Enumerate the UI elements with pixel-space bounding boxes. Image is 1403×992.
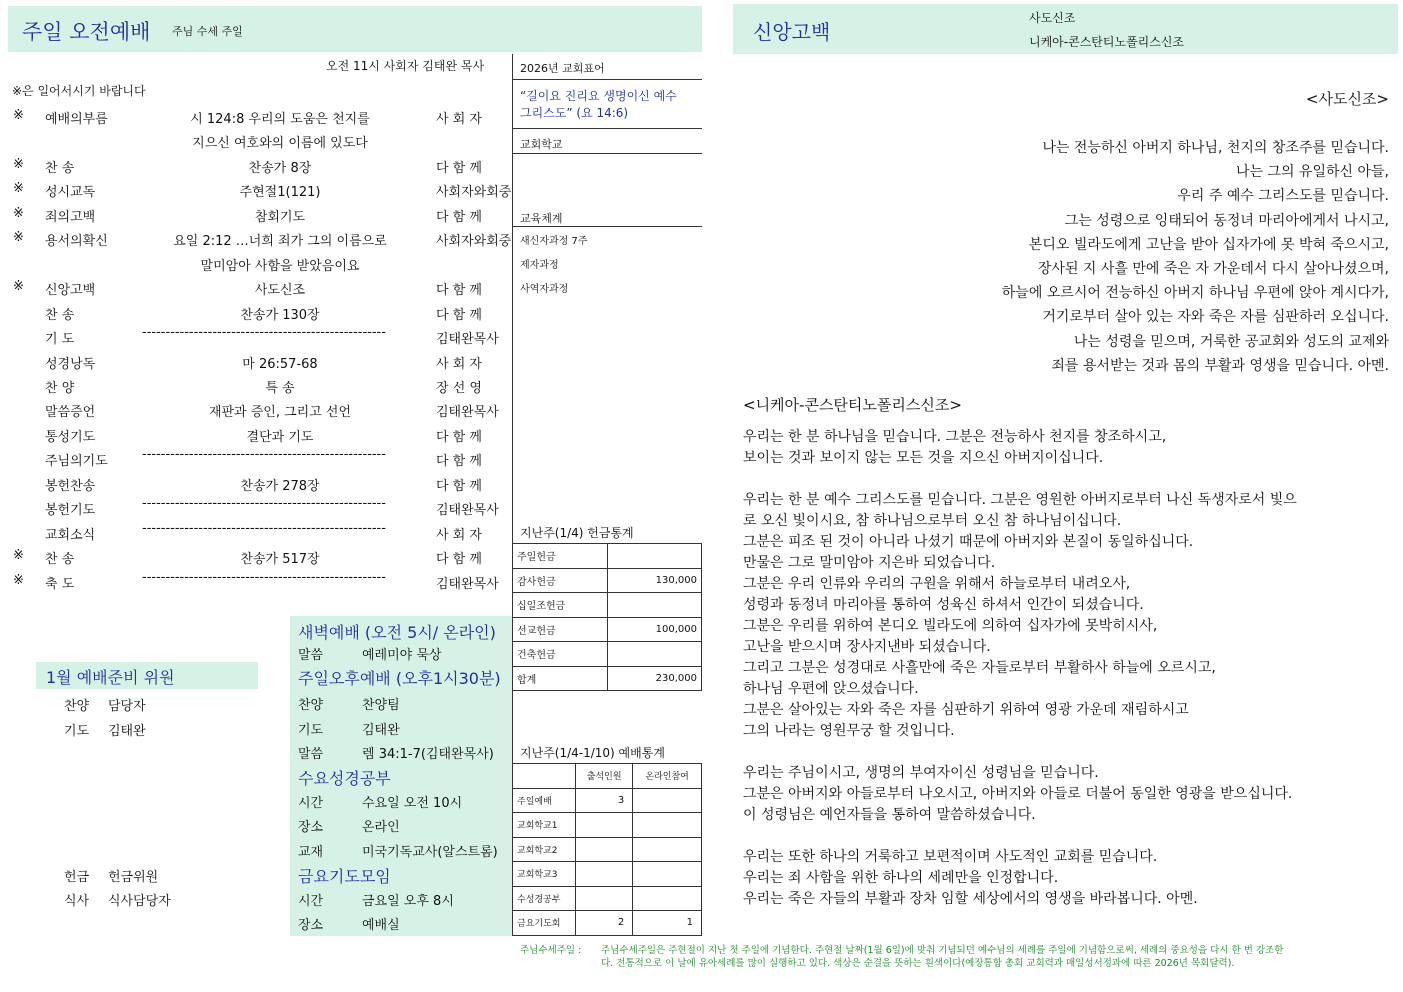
attendance-label: 교회학교2 bbox=[513, 837, 576, 862]
service-item-content: 주현절1(121) bbox=[239, 185, 321, 201]
creed-sub-apostles: 사도신조 bbox=[1029, 11, 1076, 25]
service-item-name: 교회소식 bbox=[45, 527, 96, 543]
service-row bbox=[0, 397, 512, 421]
offering-value: 230,000 bbox=[608, 666, 702, 691]
attendance-label: 교회학교1 bbox=[513, 813, 576, 838]
motto-line1: “길이요 진리요 생명이신 예수 bbox=[520, 89, 677, 103]
table-row bbox=[513, 666, 702, 691]
nicene-creed-line: 우리는 한 분 하나님을 믿습니다. 그분은 전능하사 천지를 창조하시고, bbox=[743, 429, 1167, 445]
attendance-col-1: 출석인원 bbox=[576, 764, 633, 789]
service-item-content: 찬송가 517장 bbox=[240, 552, 320, 568]
table-row bbox=[513, 813, 702, 838]
service-item-leader: 다 함 께 bbox=[436, 307, 482, 323]
nicene-creed-line: 우리는 죽은 자들의 부활과 장차 임할 세상에서의 영생을 바라봅니다. 아멘. bbox=[743, 891, 1198, 907]
apostles-creed-line: 본디오 빌라도에게 고난을 받아 십자가에 못 박혀 죽으시고, bbox=[1028, 236, 1389, 253]
nicene-creed-line: 그분은 아버지와 아들로부터 나오시고, 아버지와 아들로 더불어 동일한 영광을 받으십니다. bbox=[743, 786, 1293, 802]
service-item-content: 요일 2:12 …너희 죄가 그의 이름으로 bbox=[173, 234, 387, 250]
dawn-value: 예레미야 묵상 bbox=[362, 648, 442, 663]
friday-title: 금요기도모임 bbox=[298, 867, 391, 886]
service-item-leader: 사회자와회중 bbox=[436, 234, 512, 250]
offering-label: 건축헌금 bbox=[513, 642, 608, 667]
service-item-name: 신앙고백 bbox=[45, 283, 96, 299]
wednesday-key-1: 시간 bbox=[298, 796, 324, 811]
service-title: 주일 오전예배 bbox=[22, 20, 151, 44]
service-row bbox=[0, 349, 512, 373]
service-row bbox=[0, 446, 512, 470]
attendance-online bbox=[633, 837, 702, 862]
service-dash-line: ---------------------------------------------------- bbox=[142, 496, 386, 512]
table-row bbox=[513, 568, 702, 593]
table-row bbox=[513, 593, 702, 618]
nicene-creed-line: 우리는 또한 하나의 거룩하고 보편적이며 사도적인 교회를 믿습니다. bbox=[743, 849, 1158, 865]
motto-divider bbox=[512, 79, 702, 80]
attendance-label: 금요기도회 bbox=[513, 911, 576, 936]
prep-key-2: 기도 bbox=[64, 724, 90, 739]
table-row bbox=[513, 788, 702, 813]
nicene-creed-line: 그분은 살아있는 자와 죽은 자를 심판하기 위하여 영광 가운데 재림하시고 bbox=[743, 702, 1189, 718]
service-time: 오전 11시 사회자 김태완 목사 bbox=[326, 59, 485, 73]
service-item-name: 봉헌찬송 bbox=[45, 478, 96, 494]
service-item-name: 찬 송 bbox=[45, 552, 75, 568]
service-dash-line: ---------------------------------------------------- bbox=[142, 325, 386, 341]
nicene-creed-line: 만물은 그로 말미암아 지은바 되었습니다. bbox=[743, 555, 996, 571]
table-row bbox=[513, 911, 702, 936]
motto-year: 2026년 교회표어 bbox=[520, 62, 605, 75]
service-item-leader: 사 회 자 bbox=[436, 112, 482, 127]
motto-line2: 그리스도” (요 14:6) bbox=[520, 106, 629, 120]
nicene-creed-line: 하나님 우편에 앉으셨습니다. bbox=[743, 681, 919, 697]
service-row bbox=[0, 569, 512, 593]
offering-label: 합계 bbox=[513, 666, 608, 691]
service-item-leader: 다 함 께 bbox=[436, 209, 482, 225]
prep-key-3: 헌금 bbox=[64, 870, 90, 885]
apostles-creed-line: 죄를 용서받는 것과 몸의 부활과 영생을 믿습니다. 아멘. bbox=[1051, 357, 1389, 374]
nicene-creed-line: 그의 나라는 영원무궁 할 것입니다. bbox=[743, 723, 955, 739]
footnote-label: 주님수세주일 : bbox=[520, 945, 582, 956]
attendance-label: 교회학교3 bbox=[513, 862, 576, 887]
prep-value-1: 담당자 bbox=[108, 699, 146, 714]
service-subtitle: 주님 수세 주일 bbox=[172, 25, 243, 38]
service-item-content: 특 송 bbox=[265, 380, 295, 396]
nicene-creed-line: 우리는 주님이시고, 생명의 부여자이신 성령님을 믿습니다. bbox=[743, 765, 1099, 781]
table-row bbox=[513, 642, 702, 667]
nicene-creed-line: 로 오신 빛이시요, 참 하나님으로부터 오신 참 하나님이십니다. bbox=[743, 513, 1122, 529]
attendance-label: 주일예배 bbox=[513, 788, 576, 813]
table-row bbox=[513, 617, 702, 642]
service-mark: ※ bbox=[13, 279, 24, 295]
weekly-meetings bbox=[290, 616, 512, 936]
service-mark: ※ bbox=[13, 205, 24, 221]
attendance-col-2: 온라인참여 bbox=[633, 764, 702, 789]
afternoon-value-2: 김태완 bbox=[362, 723, 400, 738]
dawn-key: 말씀 bbox=[298, 648, 324, 663]
service-item-content: 말미암아 사함을 받았음이요 bbox=[200, 258, 360, 274]
creed-section-title: 신앙고백 bbox=[753, 20, 831, 44]
friday-key-2: 장소 bbox=[298, 918, 324, 933]
friday-key-1: 시간 bbox=[298, 894, 324, 909]
service-item-leader: 김태완목사 bbox=[436, 503, 499, 519]
service-item-name: 봉헌기도 bbox=[45, 503, 96, 519]
offering-label: 선교헌금 bbox=[513, 617, 608, 642]
service-mark: ※ bbox=[13, 548, 24, 564]
edu-item-1: 새신자과정 7주 bbox=[520, 236, 588, 247]
table-row bbox=[513, 862, 702, 887]
school-divider bbox=[512, 153, 702, 154]
service-item-content: 시 124:8 우리의 도움은 천지를 bbox=[190, 112, 370, 127]
service-item-leader: 장 선 영 bbox=[436, 380, 482, 396]
service-row bbox=[0, 373, 512, 397]
offering-label: 감사헌금 bbox=[513, 568, 608, 593]
service-item-leader: 다 함 께 bbox=[436, 552, 482, 568]
nicene-creed-line: 그분은 우리 인류와 우리의 구원을 위해서 하늘로부터 내려오사, bbox=[743, 576, 1131, 592]
prep-key-1: 찬양 bbox=[64, 699, 90, 714]
service-item-name: 축 도 bbox=[45, 576, 75, 592]
service-mark: ※ bbox=[13, 156, 24, 172]
left-header bbox=[8, 6, 702, 52]
afternoon-title: 주일오후예배 (오후1시30분) bbox=[298, 669, 501, 688]
nicene-creed-line: 고난을 받으시며 장사지낸바 되셨습니다. bbox=[743, 639, 991, 655]
attendance-count bbox=[576, 837, 633, 862]
service-item-content: 찬송가 8장 bbox=[248, 160, 312, 176]
attendance-online bbox=[633, 813, 702, 838]
friday-value-1: 금요일 오후 8시 bbox=[362, 894, 454, 909]
motto-divider-2 bbox=[512, 128, 702, 129]
service-item-leader: 김태완목사 bbox=[436, 332, 499, 348]
service-mark: ※ bbox=[13, 230, 24, 246]
service-item-leader: 다 함 께 bbox=[436, 160, 482, 176]
service-row bbox=[0, 104, 512, 128]
service-item-content: 결단과 기도 bbox=[246, 429, 314, 445]
attendance-online bbox=[633, 862, 702, 887]
service-item-name: 찬 양 bbox=[45, 380, 75, 396]
service-item-name: 기 도 bbox=[45, 332, 75, 348]
attendance-count bbox=[576, 862, 633, 887]
service-item-name: 성시교독 bbox=[45, 185, 96, 201]
attendance-count bbox=[576, 886, 633, 911]
service-row bbox=[0, 324, 512, 348]
service-item-leader: 김태완목사 bbox=[436, 576, 499, 592]
creed-sub-nicene: 니케아-콘스탄티노폴리스신조 bbox=[1029, 35, 1185, 49]
attendance-count bbox=[576, 813, 633, 838]
apostles-creed-line: 그는 성령으로 잉태되어 동정녀 마리아에게서 나시고, bbox=[1064, 212, 1389, 229]
afternoon-key-2: 기도 bbox=[298, 723, 324, 738]
nicene-creed-line: 그분은 피조 된 것이 아니라 나셨기 때문에 아버지와 본질이 동일하십니다. bbox=[743, 534, 1194, 550]
service-item-name: 용서의확신 bbox=[45, 234, 108, 250]
service-item-name: 통성기도 bbox=[45, 429, 96, 445]
service-item-leader: 다 함 께 bbox=[436, 429, 482, 445]
service-row bbox=[0, 128, 512, 152]
service-dash-line: ---------------------------------------------------- bbox=[142, 447, 386, 463]
footnote-line-1: 주님수세주일은 주현절이 지난 첫 주일에 기념한다. 주현절 날짜(1월 6일)에 맞춰 기념되던 예수님의 세례를 주일에 기념함으로써, 세례의 중요성을 다시 한 번 강조한 bbox=[601, 945, 1284, 956]
service-dash-line: ---------------------------------------------------- bbox=[142, 520, 386, 536]
service-item-name: 성경낭독 bbox=[45, 356, 96, 372]
attendance-label: 수성경공부 bbox=[513, 886, 576, 911]
service-row bbox=[0, 544, 512, 568]
nicene-creed-title: <니케아-콘스탄티노폴리스신조> bbox=[743, 396, 962, 414]
offering-value bbox=[608, 642, 702, 667]
footnote-line-2: 다. 전통적으로 이 날에 유아세례를 많이 실행하고 있다. 색상은 순결을 뜻하는 흰색이다(예장통합 총회 교회력과 매일성서정과에 따른 2026년 목회달력). bbox=[601, 958, 1235, 969]
service-row bbox=[0, 202, 512, 226]
service-item-name: 찬 송 bbox=[45, 160, 75, 176]
service-item-content: 찬송가 130장 bbox=[240, 307, 320, 323]
attendance-corner bbox=[513, 764, 576, 789]
nicene-creed-line: 우리는 한 분 예수 그리스도를 믿습니다. 그분은 영원한 아버지로부터 나신 독생자로서 빛으 bbox=[743, 492, 1297, 508]
service-row bbox=[0, 226, 512, 250]
offering-value bbox=[608, 544, 702, 569]
service-item-leader: 사 회 자 bbox=[436, 527, 482, 543]
attendance-online bbox=[633, 886, 702, 911]
dawn-title: 새벽예배 (오전 5시/ 온라인) bbox=[298, 623, 496, 642]
service-item-name: 예배의부름 bbox=[45, 112, 108, 127]
apostles-creed-line: 나는 그의 유일하신 아들, bbox=[1235, 164, 1389, 181]
right-header bbox=[733, 4, 1398, 54]
offering-label: 십일조헌금 bbox=[513, 593, 608, 618]
service-mark: ※ bbox=[13, 572, 24, 588]
apostles-creed-line: 우리 주 예수 그리스도를 믿습니다. bbox=[1177, 188, 1389, 205]
apostles-creed-line: 장사된 지 사흘 만에 죽은 자 가운데서 다시 살아나셨으며, bbox=[1037, 261, 1389, 277]
friday-value-2: 예배실 bbox=[362, 918, 400, 933]
prep-value-2: 김태완 bbox=[108, 724, 146, 739]
prep-value-4: 식사담당자 bbox=[108, 894, 171, 909]
attendance-online: 1 bbox=[633, 911, 702, 936]
attendance-online bbox=[633, 788, 702, 813]
service-item-content: 참회기도 bbox=[254, 209, 306, 225]
service-mark: ※ bbox=[13, 181, 24, 197]
nicene-creed-line: 성령과 동정녀 마리아를 통하여 성육신 하셔서 인간이 되셨습니다. bbox=[743, 597, 1144, 613]
service-item-name: 말씀증언 bbox=[45, 405, 96, 421]
wednesday-value-1: 수요일 오전 10시 bbox=[362, 796, 463, 811]
service-item-leader: 다 함 께 bbox=[436, 454, 482, 470]
service-item-name: 주님의기도 bbox=[45, 454, 108, 470]
wednesday-value-2: 온라인 bbox=[362, 820, 400, 835]
table-row bbox=[513, 886, 702, 911]
service-row bbox=[0, 520, 512, 544]
afternoon-value-3: 렘 34:1-7(김태완목사) bbox=[362, 747, 494, 762]
service-row bbox=[0, 275, 512, 299]
service-item-name: 죄의고백 bbox=[45, 209, 96, 225]
apostles-creed-line: 나는 전능하신 아버지 하나님, 천지의 창조주를 믿습니다. bbox=[1042, 140, 1389, 156]
service-dash-line: ---------------------------------------------------- bbox=[142, 569, 386, 585]
offering-value bbox=[608, 593, 702, 618]
nicene-creed-line: 그분은 우리를 위하여 본디오 빌라도에 의하여 십자가에 못박히시사, bbox=[743, 618, 1158, 634]
service-row bbox=[0, 177, 512, 201]
apostles-creed-line: 나는 성령을 믿으며, 거룩한 공교회와 성도의 교제와 bbox=[1073, 333, 1389, 350]
prep-key-4: 식사 bbox=[64, 894, 90, 909]
prep-committee-header bbox=[36, 662, 258, 689]
table-row bbox=[513, 837, 702, 862]
edu-divider bbox=[512, 226, 702, 227]
offering-table bbox=[512, 543, 702, 691]
table-header-row bbox=[513, 764, 702, 789]
nicene-creed-line: 그리고 그분은 성경대로 사흘만에 죽은 자들로부터 부활하사 하늘에 오르시고, bbox=[743, 660, 1216, 676]
edu-item-3: 사역자과정 bbox=[520, 284, 569, 295]
apostles-creed-line: 하늘에 오르시어 전능하신 아버지 하나님 우편에 앉아 계시다가, bbox=[1001, 285, 1389, 302]
prep-value-3: 헌금위원 bbox=[108, 870, 159, 885]
service-item-leader: 김태완목사 bbox=[436, 405, 499, 421]
service-row bbox=[0, 495, 512, 519]
service-item-leader: 사회자와회중 bbox=[436, 185, 512, 201]
service-mark: ※ bbox=[13, 108, 24, 123]
service-item-leader: 사 회 자 bbox=[436, 356, 482, 372]
edu-item-2: 제자과정 bbox=[520, 260, 559, 271]
service-item-content: 사도신조 bbox=[254, 283, 306, 299]
service-row bbox=[0, 471, 512, 495]
table-row bbox=[513, 544, 702, 569]
service-row bbox=[0, 251, 512, 275]
service-item-name: 찬 송 bbox=[45, 307, 75, 323]
apostles-creed-title: <사도신조> bbox=[1305, 90, 1389, 108]
prep-committee-title: 1월 예배준비 위원 bbox=[46, 668, 175, 687]
nicene-creed-line: 보이는 것과 보이지 않는 모든 것을 지으신 아버지이십니다. bbox=[743, 450, 1104, 466]
service-row bbox=[0, 153, 512, 177]
service-item-leader: 다 함 께 bbox=[436, 283, 482, 299]
school-label: 교회학교 bbox=[520, 138, 563, 151]
service-row bbox=[0, 300, 512, 324]
nicene-creed-line: 이 성령님은 예언자들을 통하여 말씀하셨습니다. bbox=[743, 807, 1036, 823]
offering-value: 100,000 bbox=[608, 617, 702, 642]
service-item-leader: 다 함 께 bbox=[436, 478, 482, 494]
attendance-count: 3 bbox=[576, 788, 633, 813]
service-row bbox=[0, 422, 512, 446]
offering-value: 130,000 bbox=[608, 568, 702, 593]
afternoon-key-1: 찬양 bbox=[298, 698, 324, 713]
service-item-content: 재판과 증인, 그리고 선언 bbox=[208, 405, 352, 421]
service-item-content: 지으신 여호와의 이름에 있도다 bbox=[192, 136, 368, 152]
service-item-content: 마 26:57-68 bbox=[242, 356, 318, 372]
afternoon-key-3: 말씀 bbox=[298, 747, 324, 762]
wednesday-key-2: 장소 bbox=[298, 820, 324, 835]
service-item-content: 찬송가 278장 bbox=[240, 478, 320, 494]
nicene-creed-line: 우리는 죄 사함을 위한 하나의 세례만을 인정합니다. bbox=[743, 870, 1059, 886]
afternoon-value-1: 찬양팀 bbox=[362, 698, 400, 713]
attendance-table bbox=[512, 763, 702, 936]
wednesday-value-3: 미국기독교사(알스트롬) bbox=[362, 845, 498, 860]
apostles-creed-line: 거기로부터 살아 있는 자와 죽은 자를 심판하러 오십니다. bbox=[1042, 309, 1389, 326]
edu-label: 교육체계 bbox=[520, 212, 563, 225]
offering-label: 주일헌금 bbox=[513, 544, 608, 569]
attendance-count: 2 bbox=[576, 911, 633, 936]
stand-note: ※은 일어서시기 바랍니다 bbox=[12, 84, 146, 98]
wednesday-key-3: 교재 bbox=[298, 845, 324, 860]
attendance-title: 지난주(1/4-1/10) 예배통계 bbox=[520, 746, 665, 760]
wednesday-title: 수요성경공부 bbox=[298, 769, 391, 788]
offering-title: 지난주(1/4) 헌금통계 bbox=[520, 526, 634, 540]
